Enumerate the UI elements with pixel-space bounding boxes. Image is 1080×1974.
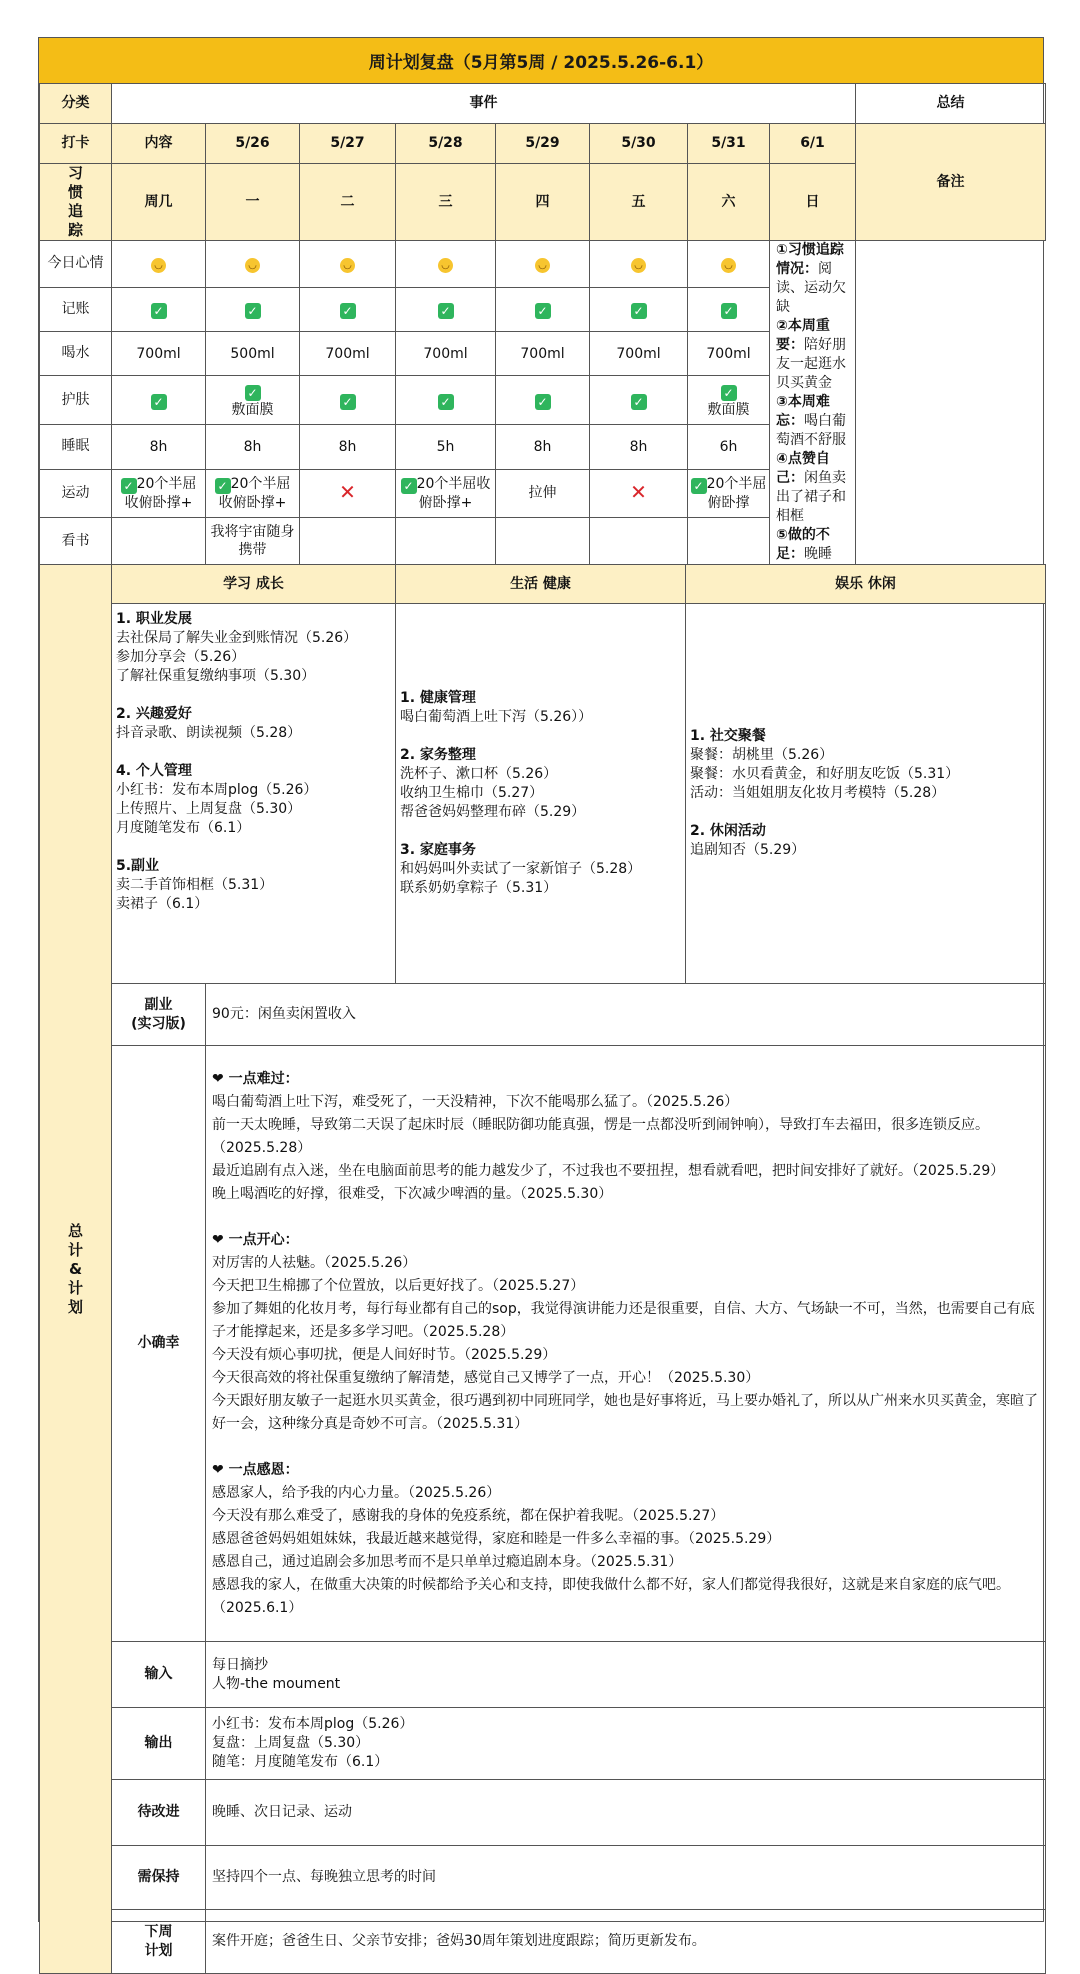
- habit-cell: [590, 287, 688, 331]
- habit-cell-text: 拉伸: [528, 485, 557, 502]
- leisure-list: [686, 604, 1046, 984]
- habit-cell: [112, 287, 206, 331]
- category-item: 喝白葡萄酒上吐下泻（5.26））: [400, 709, 593, 725]
- note-head: ⑤做的不足：: [776, 527, 830, 562]
- happiness-line: 晚上喝酒吃的好撑，很难受，下次减少啤酒的量。（2025.5.30）: [212, 1185, 613, 1202]
- note-body: 晚睡: [804, 546, 832, 562]
- summary-header: 总结: [856, 84, 1046, 124]
- note-body: 陪好朋友一起逛水贝买黄金: [776, 337, 846, 391]
- habit-cell: [300, 287, 396, 331]
- plan-section-char: 总: [67, 1221, 83, 1240]
- category-heading: 2. 家务整理: [400, 747, 476, 763]
- habit-cell-text: 我将宇宙随身携带: [210, 524, 295, 559]
- habit-cell: [112, 241, 206, 288]
- habit-cell: [688, 331, 770, 375]
- habit-cell: [300, 469, 396, 518]
- spacer: [116, 838, 391, 857]
- habit-label: 看书: [40, 518, 112, 565]
- plan-section-char: &: [68, 1259, 83, 1278]
- input-content: [206, 1642, 1046, 1708]
- life-column-header: 生活 健康: [396, 565, 686, 604]
- check-icon: ✓: [438, 394, 454, 410]
- spacer: [212, 1206, 1039, 1229]
- spacer: [400, 727, 681, 746]
- smiley-icon: ◡: [245, 258, 260, 273]
- habit-cell-text: 700ml: [706, 345, 751, 362]
- happiness-line: 感恩家人，给予我的内心力量。（2025.5.26）: [212, 1484, 501, 1501]
- habit-cell: [396, 287, 496, 331]
- category-item: 卖二手首饰相框（5.31）: [116, 877, 274, 893]
- check-icon: ✓: [245, 303, 261, 319]
- happiness-group-heading: ❤ 一点难过：: [212, 1070, 299, 1087]
- check-icon: ✓: [631, 394, 647, 410]
- habit-tracking-table: [39, 83, 1046, 565]
- happiness-line: 感恩我的家人，在做重大决策的时候都给予关心和支持，即使我做什么都不好，家人们都觉得我很好，这就是来自家庭的底气吧。（2025.6.1）: [212, 1576, 1010, 1616]
- habit-label: 护肤: [40, 376, 112, 425]
- content-label: 内容: [112, 124, 206, 164]
- weekday-2: 二: [300, 164, 396, 241]
- category-item: 去社保局了解失业金到账情况（5.26）: [116, 630, 358, 646]
- category-item: 洗杯子、漱口杯（5.26）: [400, 766, 558, 782]
- habit-cell-text: 8h: [629, 438, 648, 455]
- habit-cell: [688, 469, 770, 518]
- spacer: [116, 743, 391, 762]
- output-line: 随笔：月度随笔发布（6.1）: [212, 1754, 389, 1770]
- habit-cell: [300, 376, 396, 425]
- habit-cell: [206, 287, 300, 331]
- category-item: 帮爸爸妈妈整理布碎（5.29）: [400, 804, 586, 820]
- date-5/27: 5/27: [300, 124, 396, 164]
- happiness-content: [206, 1046, 1046, 1642]
- note-head: ①习惯追踪情况：: [776, 242, 844, 277]
- plan-section-char: 计: [67, 1240, 83, 1259]
- happiness-line: 今天没有烦心事叨扰，便是人间好时节。（2025.5.29）: [212, 1346, 557, 1363]
- check-icon: ✓: [245, 385, 261, 401]
- habit-cell-text: 5h: [436, 438, 455, 455]
- habit-cell: [688, 287, 770, 331]
- habit-cell: [590, 518, 688, 565]
- cross-icon: ✕: [630, 479, 647, 504]
- category-item: 了解社保重复缴纳事项（5.30）: [116, 668, 316, 684]
- cross-icon: ✕: [339, 479, 356, 504]
- category-heading: 2. 兴趣爱好: [116, 706, 192, 722]
- smiley-icon: ◡: [721, 258, 736, 273]
- smiley-icon: ◡: [535, 258, 550, 273]
- happiness-line: 最近追剧有点入迷，坐在电脑面前思考的能力越发少了，不过我也不要扭捏，想看就看吧，把时间安排好了就好。（2025.5.29）: [212, 1162, 1005, 1179]
- habit-cell: [396, 376, 496, 425]
- habit-section-char: 习: [67, 164, 83, 182]
- note-head: ④点赞自己：: [776, 451, 830, 486]
- habit-cell: [590, 469, 688, 518]
- output-content: [206, 1708, 1046, 1780]
- habit-section-label: [40, 164, 112, 241]
- habit-cell: [112, 518, 206, 565]
- habit-cell: [590, 241, 688, 288]
- habit-cell: [590, 376, 688, 425]
- happiness-line: 参加了舞姐的化妆月考，每行每业都有自己的sop，我觉得演讲能力还是很重要，自信、大方、气场缺一不可，当然，也需要自己有底子才能撑起来，还是多多学习吧。（2025.5.28）: [212, 1300, 1035, 1340]
- habit-cell: [300, 518, 396, 565]
- habit-cell-text: 700ml: [325, 345, 370, 362]
- category-item: 小红书：发布本周plog（5.26）: [116, 782, 318, 798]
- improve-value: 晚睡、次日记录、运动: [206, 1780, 1046, 1846]
- category-heading: 3. 家庭事务: [400, 842, 476, 858]
- category-item: 活动：当姐姐朋友化妆月考模特（5.28）: [690, 785, 946, 801]
- category-item: 聚餐：胡桃里（5.26）: [690, 747, 834, 763]
- habit-cell-text: 700ml: [423, 345, 468, 362]
- habit-cell-text: 500ml: [230, 345, 275, 362]
- check-icon: ✓: [121, 478, 137, 494]
- note-head: ②本周重要：: [776, 318, 830, 353]
- category-item: 月度随笔发布（6.1）: [116, 820, 251, 836]
- habit-section-char: 惯: [67, 183, 83, 201]
- habit-cell-text: 20个半屈收俯卧撑+: [218, 475, 291, 511]
- date-5/31: 5/31: [688, 124, 770, 164]
- date-6/1: 6/1: [770, 124, 856, 164]
- happiness-line: 对厉害的人祛魅。（2025.5.26）: [212, 1254, 417, 1271]
- next-week-label-line: 下周: [144, 1923, 173, 1940]
- spacer: [116, 686, 391, 705]
- habit-cell: [396, 331, 496, 375]
- habit-cell-text: 700ml: [520, 345, 565, 362]
- study-growth-list: [112, 604, 396, 984]
- category-item: 追剧知否（5.29）: [690, 842, 806, 858]
- happiness-line: 今天没有那么难受了，感谢我的身体的免疫系统，都在保护着我呢。（2025.5.27）: [212, 1507, 725, 1524]
- check-icon: ✓: [340, 303, 356, 319]
- check-icon: ✓: [721, 385, 737, 401]
- habit-cell: [206, 331, 300, 375]
- smiley-icon: ◡: [631, 258, 646, 273]
- habit-cell: [496, 241, 590, 288]
- check-icon: ✓: [535, 394, 551, 410]
- happiness-line: 感恩爸爸妈妈姐姐妹妹，我最近越来越觉得，家庭和睦是一件多么幸福的事。（2025.5.29）: [212, 1530, 781, 1547]
- category-heading: 1. 健康管理: [400, 690, 476, 706]
- check-icon: ✓: [215, 478, 231, 494]
- habit-cell-text: 700ml: [616, 345, 661, 362]
- habit-cell: [112, 331, 206, 375]
- check-icon: ✓: [151, 303, 167, 319]
- category-heading: 5.副业: [116, 858, 160, 874]
- habit-cell: [206, 425, 300, 469]
- side-job-label: [112, 984, 206, 1046]
- life-health-list: [396, 604, 686, 984]
- habit-cell: [396, 425, 496, 469]
- plan-section-char: 划: [67, 1297, 83, 1316]
- habit-label: 今日心情: [40, 241, 112, 288]
- weekday-1: 一: [206, 164, 300, 241]
- weekday-3: 三: [396, 164, 496, 241]
- note-body: 阅读、运动欠缺: [776, 261, 846, 315]
- note-head: ③本周难忘：: [776, 394, 830, 429]
- category-heading: 1. 社交聚餐: [690, 728, 766, 744]
- plan-section-char: 计: [67, 1278, 83, 1297]
- happiness-group-heading: ❤ 一点感恩：: [212, 1461, 299, 1478]
- habit-cell: [590, 425, 688, 469]
- checkin-label: 打卡: [40, 124, 112, 164]
- check-icon: ✓: [721, 303, 737, 319]
- habit-cell: [496, 469, 590, 518]
- spacer: [400, 822, 681, 841]
- category-heading: 2. 休闲活动: [690, 823, 766, 839]
- habit-cell: [496, 287, 590, 331]
- side-job-label-line: 副业: [144, 996, 173, 1013]
- note-body: 闲鱼卖出了裙子和相框: [776, 470, 846, 524]
- check-icon: ✓: [401, 478, 417, 494]
- check-icon: ✓: [691, 478, 707, 494]
- habit-cell: [206, 241, 300, 288]
- note-body: 喝白葡萄酒不舒服: [776, 413, 846, 448]
- keep-value: 坚持四个一点、每晚独立思考的时间: [206, 1846, 1046, 1910]
- habit-cell: [112, 376, 206, 425]
- weekday-4: 四: [496, 164, 590, 241]
- spacer: [690, 803, 1041, 822]
- input-line: 人物-the moument: [212, 1675, 341, 1692]
- habit-cell: [396, 241, 496, 288]
- sheet-title: 周计划复盘（5月第5周 / 2025.5.26-6.1）: [39, 38, 1043, 84]
- habit-cell-text: 敷面膜: [231, 401, 274, 418]
- weekday-5: 五: [590, 164, 688, 241]
- habit-cell-text: 8h: [338, 438, 357, 455]
- plan-section-label: [40, 565, 112, 1974]
- weekday-label: 周几: [112, 164, 206, 241]
- habit-label: 运动: [40, 469, 112, 518]
- happiness-line: 今天跟好朋友敏子一起逛水贝买黄金，很巧遇到初中同班同学，她也是好事将近，马上要办婚礼了，所以从广州来水贝买黄金，寒暄了好一会，这种缘分真是奇妙不可言。（2025.5.31）: [212, 1392, 1038, 1432]
- date-5/26: 5/26: [206, 124, 300, 164]
- happiness-line: 感恩自己，通过追剧会多加思考而不是只单单过瘾追剧本身。（2025.5.31）: [212, 1553, 683, 1570]
- happiness-line: 今天把卫生棉挪了个位置放，以后更好找了。（2025.5.27）: [212, 1277, 585, 1294]
- habit-cell: [300, 241, 396, 288]
- habit-cell: [688, 241, 770, 288]
- category-item: 和妈妈叫外卖试了一家新馆子（5.28）: [400, 861, 642, 877]
- side-job-label-line: (实习版): [131, 1015, 186, 1032]
- habit-label: 喝水: [40, 331, 112, 375]
- category-item: 聚餐：水贝看黄金，和好朋友吃饭（5.31）: [690, 766, 960, 782]
- habit-cell: [112, 469, 206, 518]
- habit-cell-text: 6h: [719, 438, 738, 455]
- happiness-line: 喝白葡萄酒上吐下泻，难受死了，一天没精神，下次不能喝那么猛了。（2025.5.26）: [212, 1093, 739, 1110]
- habit-cell-text: 8h: [533, 438, 552, 455]
- happiness-label: 小确幸: [112, 1046, 206, 1642]
- habit-cell: [206, 376, 300, 425]
- weekday-7: 日: [770, 164, 856, 241]
- weekday-6: 六: [688, 164, 770, 241]
- next-week-label: [112, 1910, 206, 1974]
- category-item: 抖音录歌、朗读视频（5.28）: [116, 725, 302, 741]
- smiley-icon: ◡: [151, 258, 166, 273]
- habit-cell-text: 20个半屈收俯卧撑+: [124, 475, 197, 511]
- category-header: 分类: [40, 84, 112, 124]
- side-job-value: 90元：闲鱼卖闲置收入: [206, 984, 1046, 1046]
- improve-label: 待改进: [112, 1780, 206, 1846]
- check-icon: ✓: [631, 303, 647, 319]
- habit-label: 记账: [40, 287, 112, 331]
- habit-cell-text: 20个半屈收俯卧撑+: [416, 475, 491, 511]
- check-icon: ✓: [438, 303, 454, 319]
- study-column-header: 学习 成长: [112, 565, 396, 604]
- smiley-icon: ◡: [340, 258, 355, 273]
- output-line: 小红书：发布本周plog（5.26）: [212, 1716, 414, 1732]
- check-icon: ✓: [535, 303, 551, 319]
- habit-cell-text: 20个半屈俯卧撑: [706, 475, 767, 511]
- category-item: 卖裙子（6.1）: [116, 896, 209, 912]
- habit-cell: [496, 376, 590, 425]
- happiness-line: 今天很高效的将社保重复缴纳了解清楚，感觉自己又博学了一点，开心！（2025.5.30）: [212, 1369, 760, 1386]
- habit-cell: [688, 518, 770, 565]
- date-5/28: 5/28: [396, 124, 496, 164]
- events-header: 事件: [112, 84, 856, 124]
- next-week-value: 案件开庭；爸爸生日、父亲节安排；爸妈30周年策划进度跟踪；简历更新发布。: [206, 1910, 1046, 1974]
- habit-cell: [496, 331, 590, 375]
- habit-section-char: 追: [67, 202, 83, 220]
- keep-label: 需保持: [112, 1846, 206, 1910]
- happiness-group-heading: ❤ 一点开心：: [212, 1231, 299, 1248]
- habit-cell: [688, 376, 770, 425]
- habit-cell: [496, 425, 590, 469]
- notes-header: 备注: [856, 124, 1046, 241]
- habit-cell: [300, 425, 396, 469]
- habit-cell-text: 8h: [243, 438, 262, 455]
- leisure-column-header: 娱乐 休闲: [686, 565, 1046, 604]
- habit-cell: [496, 518, 590, 565]
- output-label: 输出: [112, 1708, 206, 1780]
- spacer: [212, 1436, 1039, 1459]
- habit-cell: [688, 425, 770, 469]
- output-line: 复盘：上周复盘（5.30）: [212, 1735, 370, 1751]
- check-icon: ✓: [340, 394, 356, 410]
- habit-notes: [770, 241, 856, 565]
- habit-section-char: 踪: [67, 221, 83, 239]
- habit-cell: [396, 469, 496, 518]
- category-item: 参加分享会（5.26）: [116, 649, 246, 665]
- category-item: 收纳卫生棉巾（5.27）: [400, 785, 544, 801]
- habit-cell: [206, 469, 300, 518]
- habit-label: 睡眠: [40, 425, 112, 469]
- habit-cell: [590, 331, 688, 375]
- habit-cell-text: 敷面膜: [707, 401, 750, 418]
- input-line: 每日摘抄: [212, 1656, 268, 1673]
- smiley-icon: ◡: [438, 258, 453, 273]
- habit-cell: [112, 425, 206, 469]
- check-icon: ✓: [151, 394, 167, 410]
- date-5/29: 5/29: [496, 124, 590, 164]
- input-label: 输入: [112, 1642, 206, 1708]
- habit-cell: [396, 518, 496, 565]
- habit-cell-text: 8h: [149, 438, 168, 455]
- category-item: 上传照片、上周复盘（5.30）: [116, 801, 302, 817]
- habit-cell: [206, 518, 300, 565]
- date-5/30: 5/30: [590, 124, 688, 164]
- happiness-line: 前一天太晚睡，导致第二天误了起床时辰（睡眠防御功能真强，愣是一点都没听到闹钟响），导致打车去福田，很多连锁反应。（2025.5.28）: [212, 1116, 989, 1156]
- summary-plan-table: [39, 564, 1046, 1974]
- category-heading: 1. 职业发展: [116, 611, 192, 627]
- weekly-review-sheet: [38, 37, 1044, 1959]
- next-week-label-line: 计划: [144, 1942, 173, 1959]
- category-item: 联系奶奶拿粽子（5.31）: [400, 880, 558, 896]
- category-heading: 4. 个人管理: [116, 763, 192, 779]
- habit-cell-text: 700ml: [136, 345, 181, 362]
- habit-cell: [300, 331, 396, 375]
